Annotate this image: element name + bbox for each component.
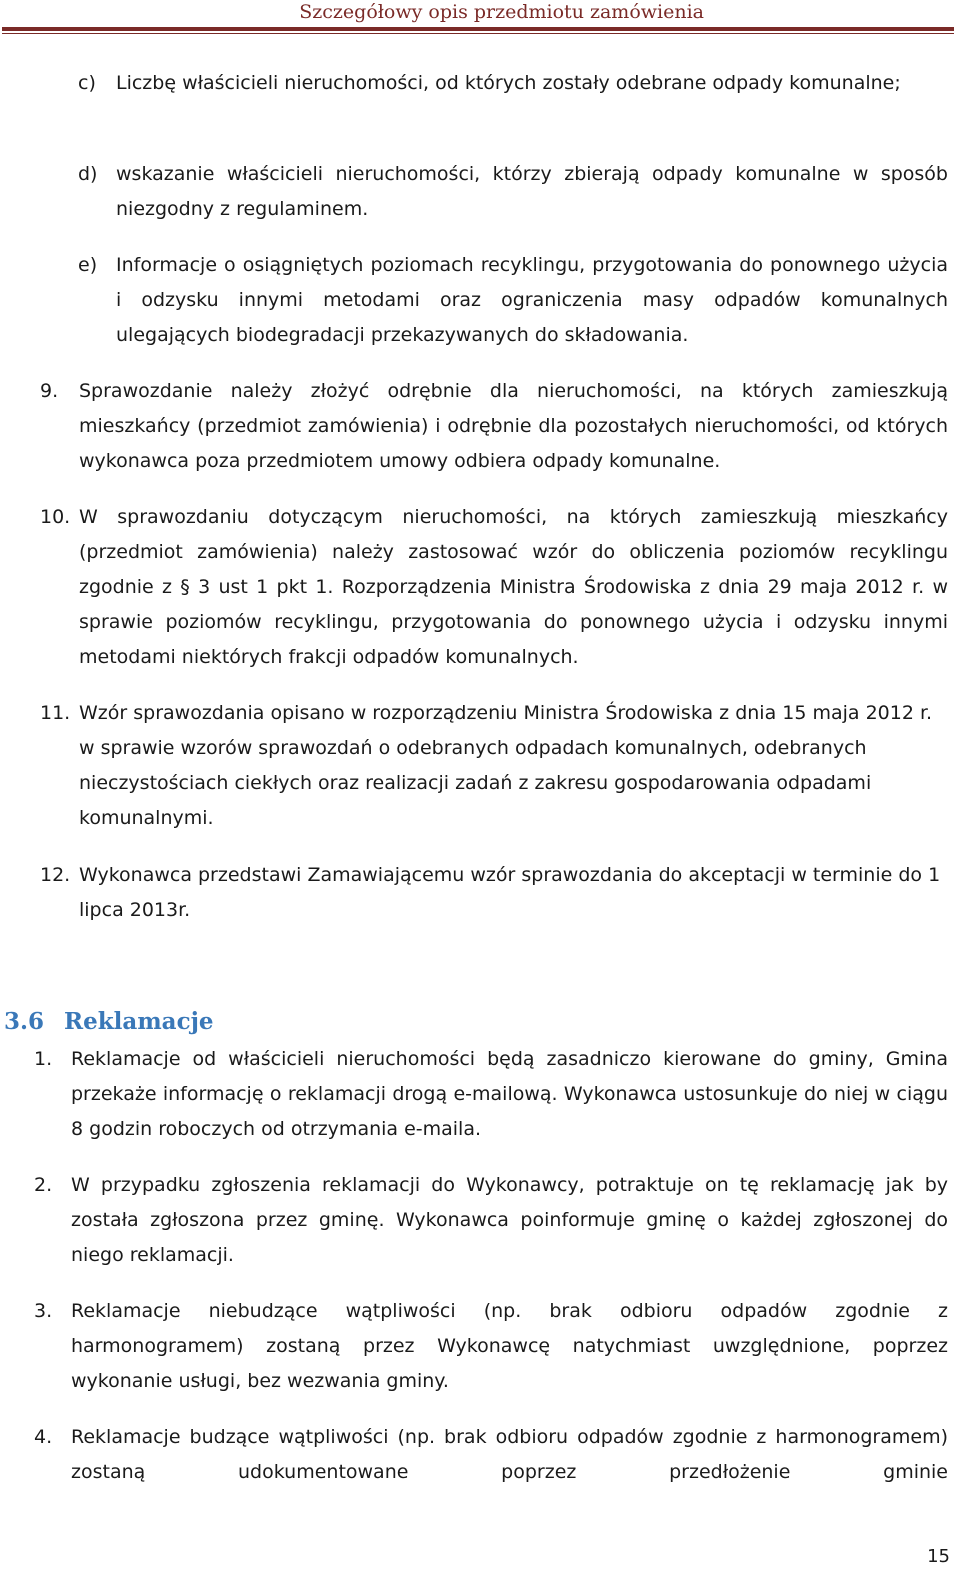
page-number: 15 [927,1546,950,1567]
list-item-e [78,248,948,353]
section-item-1 [34,1042,948,1147]
list-item-text: Wykonawca przedstawi Zamawiającemu wzór sprawozdania do akceptacji w terminie do 1 lipca 2013r. [79,864,941,921]
list-item-10 [40,500,948,675]
list-item-text: Reklamacje od właścicieli nieruchomości będą zasadniczo kierowane do gminy, Gmina przekaże informację o reklamacji drogą e-mailową. Wykonawca ustosunkuje do niej w ciągu 8 godzin roboczych od otrzymania e-maila. [71,1048,948,1140]
list-item-text: W przypadku zgłoszenia reklamacji do Wykonawcy, potraktuje on tę reklamację jak by została zgłoszona przez gminę. Wykonawca poinformuje gminę o każdej zgłoszonej do niego reklamacji. [71,1174,948,1266]
list-item-12 [40,858,948,928]
section-heading [4,1006,214,1038]
list-marker: d) [78,163,98,185]
list-item-c [78,66,948,101]
header-rule [2,27,954,31]
list-marker: 4. [34,1426,53,1448]
section-item-4 [34,1420,948,1490]
list-marker: 11. [40,702,71,724]
list-item-text: Wzór sprawozdania opisano w rozporządzeniu Ministra Środowiska z dnia 15 maja 2012 r. w sprawie wzorów sprawozdań o odebranych odpadach komunalnych, odebranych nieczystościach ciekłych oraz realizacji zadań z zakresu gospodarowania odpadami komunalnymi. [79,702,933,829]
section-item-3 [34,1294,948,1399]
section-item-2 [34,1168,948,1273]
list-item-d [78,157,948,227]
list-marker: 12. [40,864,71,886]
header-title: Szczegółowy opis przedmiotu zamówienia [299,1,704,23]
list-item-11 [40,696,948,836]
list-item-text: Informacje o osiągniętych poziomach recyklingu, przygotowania do ponownego użycia i odzysku innymi metodami oraz ograniczenia masy odpadów komunalnych ulegających biodegradacji przekazywanych do składowania. [116,254,948,346]
list-marker: 10. [40,506,71,528]
list-marker: e) [78,254,98,276]
list-item-text: Sprawozdanie należy złożyć odrębnie dla nieruchomości, na których zamieszkują mieszkańcy (przedmiot zamówienia) i odrębnie dla pozostałych nieruchomości, od których wykonawca poza przedmiotem umowy odbiera odpady komunalne. [79,380,948,472]
list-item-text: wskazanie właścicieli nieruchomości, którzy zbierają odpady komunalne w sposób niezgodny z regulaminem. [116,163,948,220]
list-item-text: W sprawozdaniu dotyczącym nieruchomości, na których zamieszkują mieszkańcy (przedmiot zamówienia) należy zastosować wzór do obliczenia poziomów recyklingu zgodnie z § 3 ust 1 pkt 1. Rozporządzenia Ministra Środowiska z dnia 29 maja 2012 r. w sprawie poziomów recyklingu, przygotowania do ponownego użycia i odzysku innymi metodami niektórych frakcji odpadów komunalnych. [79,506,948,668]
list-marker: 1. [34,1048,53,1070]
list-marker: c) [78,72,96,94]
section-number: 3.6 [4,1008,45,1035]
list-item-text: Reklamacje niebudzące wątpliwości (np. brak odbioru odpadów zgodnie z harmonogramem) zostaną przez Wykonawcę natychmiast uwzględnione, poprzez wykonanie usługi, bez wezwania gminy. [71,1300,948,1392]
list-marker: 9. [40,380,59,402]
page-header [0,0,960,36]
list-item-text: Liczbę właścicieli nieruchomości, od których zostały odebrane odpady komunalne; [116,72,901,94]
list-marker: 3. [34,1300,53,1322]
list-marker: 2. [34,1174,53,1196]
list-item-text: Reklamacje budzące wątpliwości (np. brak odbioru odpadów zgodnie z harmonogramem) zostaną udokumentowane poprzez przedłożenie gminie [71,1426,948,1483]
header-rule-thin [2,33,954,34]
section-title: Reklamacje [64,1008,214,1035]
list-item-9 [40,374,948,479]
